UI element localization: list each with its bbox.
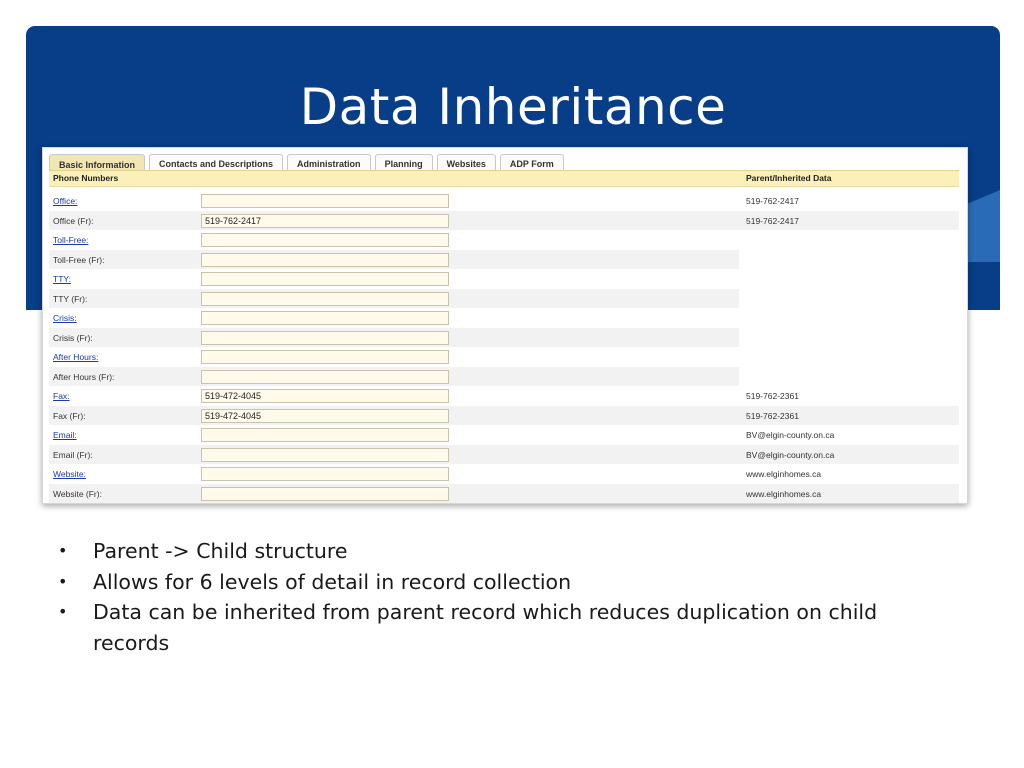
bullet-item bbox=[58, 567, 948, 598]
inherited-column-header: Parent/Inherited Data bbox=[746, 173, 832, 183]
section-title: Phone Numbers bbox=[53, 173, 119, 183]
inherited-value: BV@elgin-county.on.ca bbox=[746, 449, 835, 460]
field-input[interactable] bbox=[201, 409, 449, 423]
row-stripe bbox=[49, 484, 959, 504]
field-input[interactable] bbox=[201, 448, 449, 462]
bullet-text: Allows for 6 levels of detail in record collection bbox=[93, 569, 572, 594]
inherited-value: BV@elgin-county.on.ca bbox=[746, 430, 835, 440]
form-row bbox=[49, 250, 959, 270]
field-input[interactable] bbox=[201, 292, 449, 306]
field-label-link[interactable]: Office: bbox=[53, 196, 78, 206]
phone-number-rows bbox=[49, 191, 959, 503]
field-label: Office (Fr): bbox=[53, 215, 94, 226]
inherited-value: www.elginhomes.ca bbox=[746, 469, 822, 479]
form-row bbox=[49, 425, 959, 445]
tab-basic-information[interactable]: Basic Information bbox=[49, 154, 145, 174]
inherited-value: 519-762-2417 bbox=[746, 196, 799, 206]
form-screenshot bbox=[42, 147, 968, 504]
field-input[interactable] bbox=[201, 331, 449, 345]
tab-websites[interactable]: Websites bbox=[437, 154, 496, 173]
inherited-value: www.elginhomes.ca bbox=[746, 488, 822, 499]
field-input[interactable] bbox=[201, 389, 449, 403]
form-row bbox=[49, 347, 959, 367]
field-input[interactable] bbox=[201, 350, 449, 364]
field-label: Email (Fr): bbox=[53, 449, 93, 460]
bullet-text: Parent -> Child structure bbox=[93, 539, 348, 563]
field-input[interactable] bbox=[201, 487, 449, 501]
field-input[interactable] bbox=[201, 311, 449, 325]
tab-contacts-and-descriptions[interactable]: Contacts and Descriptions bbox=[149, 154, 283, 173]
form-row bbox=[49, 211, 959, 231]
field-label-link[interactable]: Toll-Free: bbox=[53, 235, 89, 245]
form-row bbox=[49, 445, 959, 465]
field-input[interactable] bbox=[201, 428, 449, 442]
field-input[interactable] bbox=[201, 467, 449, 481]
field-label: After Hours (Fr): bbox=[53, 371, 115, 382]
bullet-item bbox=[58, 536, 948, 567]
field-label: Crisis (Fr): bbox=[53, 332, 93, 343]
tab-planning[interactable]: Planning bbox=[375, 154, 433, 173]
bullet-icon: • bbox=[58, 571, 68, 591]
form-row bbox=[49, 406, 959, 426]
field-label-link[interactable]: TTY: bbox=[53, 274, 71, 284]
form-row bbox=[49, 230, 959, 250]
field-label-link[interactable]: Fax: bbox=[53, 391, 70, 401]
form-row bbox=[49, 289, 959, 309]
bullet-list bbox=[58, 536, 948, 658]
bullet-icon: • bbox=[58, 602, 68, 621]
form-row bbox=[49, 308, 959, 328]
bullet-text: Data can be inherited from parent record which reduces duplication on child records bbox=[93, 600, 878, 655]
form-row bbox=[49, 328, 959, 348]
tab-adp-form[interactable]: ADP Form bbox=[500, 154, 564, 173]
bullet-icon: • bbox=[58, 541, 68, 560]
bullet-item bbox=[58, 597, 948, 658]
field-label-link[interactable]: Email: bbox=[53, 430, 77, 440]
field-label: Fax (Fr): bbox=[53, 410, 86, 421]
row-stripe bbox=[49, 211, 959, 231]
form-row bbox=[49, 191, 959, 211]
field-label: Toll-Free (Fr): bbox=[53, 254, 105, 265]
form-row bbox=[49, 367, 959, 387]
slide-title: Data Inheritance bbox=[299, 78, 727, 136]
field-label: TTY (Fr): bbox=[53, 293, 88, 304]
field-input[interactable] bbox=[201, 370, 449, 384]
field-input[interactable] bbox=[201, 214, 449, 228]
row-stripe bbox=[49, 406, 959, 426]
field-input[interactable] bbox=[201, 253, 449, 267]
field-label-link[interactable]: After Hours: bbox=[53, 352, 99, 362]
field-input[interactable] bbox=[201, 233, 449, 247]
form-row bbox=[49, 484, 959, 504]
form-row bbox=[49, 269, 959, 289]
form-row bbox=[49, 464, 959, 484]
inherited-value: 519-762-2361 bbox=[746, 391, 799, 401]
inherited-value: 519-762-2417 bbox=[746, 215, 799, 226]
inherited-value: 519-762-2361 bbox=[746, 410, 799, 421]
field-input[interactable] bbox=[201, 272, 449, 286]
field-label: Website (Fr): bbox=[53, 488, 102, 499]
field-label-link[interactable]: Crisis: bbox=[53, 313, 77, 323]
field-label-link[interactable]: Website: bbox=[53, 469, 86, 479]
form-section-header bbox=[49, 170, 959, 187]
field-input[interactable] bbox=[201, 194, 449, 208]
form-row bbox=[49, 386, 959, 406]
tab-administration[interactable]: Administration bbox=[287, 154, 371, 173]
